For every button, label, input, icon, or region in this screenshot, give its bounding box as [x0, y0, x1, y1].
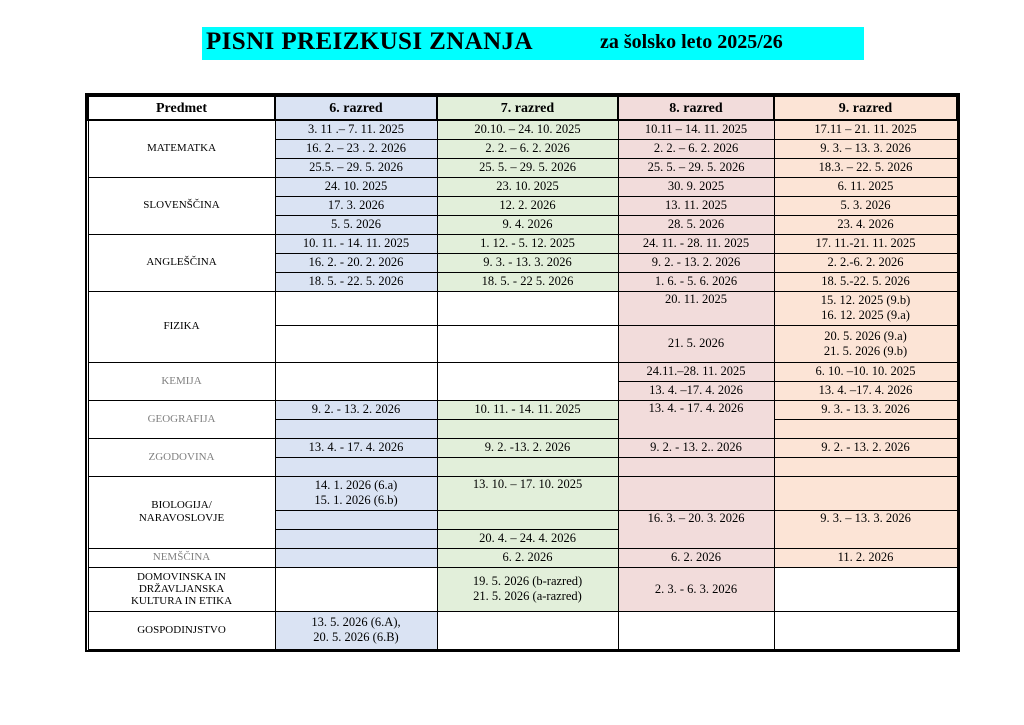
date-cell: 13. 11. 2025	[618, 196, 774, 215]
title-banner	[202, 27, 864, 60]
empty-cell	[618, 611, 774, 649]
empty-cell	[275, 419, 437, 438]
table-row	[88, 567, 957, 611]
date-cell: 9. 2. - 13. 2. 2026	[774, 438, 957, 457]
date-cell: 25.5. – 29. 5. 2026	[275, 158, 437, 177]
empty-cell	[774, 419, 957, 438]
date-cell: 25. 5. – 29. 5. 2026	[618, 158, 774, 177]
table-row	[88, 120, 957, 139]
date-cell: 23. 4. 2026	[774, 215, 957, 234]
empty-cell	[774, 567, 957, 611]
date-cell: 11. 2. 2026	[774, 548, 957, 567]
date-cell: 18. 5. - 22. 5. 2026	[275, 272, 437, 291]
empty-cell	[275, 567, 437, 611]
date-cell: 10.11 – 14. 11. 2025	[618, 120, 774, 139]
empty-cell	[437, 510, 618, 529]
date-cell: 6. 11. 2025	[774, 177, 957, 196]
header-9-razred: 9. razred	[774, 96, 957, 120]
table-row	[88, 476, 957, 510]
date-cell: 30. 9. 2025	[618, 177, 774, 196]
empty-cell	[437, 291, 618, 325]
date-cell: 13. 5. 2026 (6.A), 20. 5. 2026 (6.B)	[275, 611, 437, 649]
empty-cell	[774, 476, 957, 510]
header-7-razred: 7. razred	[437, 96, 618, 120]
table-row	[88, 234, 957, 253]
empty-cell	[437, 611, 618, 649]
subject-zgodovina: ZGODOVINA	[88, 438, 275, 476]
date-cell: 9. 3. - 13. 3. 2026	[437, 253, 618, 272]
header-8-razred: 8. razred	[618, 96, 774, 120]
subject-domovinska: DOMOVINSKA IN DRŽAVLJANSKA KULTURA IN ETIKA	[88, 567, 275, 611]
empty-cell	[437, 325, 618, 362]
date-cell: 28. 5. 2026	[618, 215, 774, 234]
date-cell: 2. 3. - 6. 3. 2026	[618, 567, 774, 611]
table-row	[88, 611, 957, 649]
date-cell: 6. 2. 2026	[618, 548, 774, 567]
empty-cell	[437, 362, 618, 400]
date-cell: 20. 11. 2025	[618, 291, 774, 325]
date-cell: 18.3. – 22. 5. 2026	[774, 158, 957, 177]
empty-cell	[275, 291, 437, 325]
subject-biologija: BIOLOGIJA/ NARAVOSLOVJE	[88, 476, 275, 548]
date-cell: 9. 2. - 13. 2.. 2026	[618, 438, 774, 457]
date-cell: 9. 2. -13. 2. 2026	[437, 438, 618, 457]
date-cell: 6. 10. –10. 10. 2025	[774, 362, 957, 381]
date-cell: 18. 5.-22. 5. 2026	[774, 272, 957, 291]
date-cell: 5. 5. 2026	[275, 215, 437, 234]
empty-cell	[437, 419, 618, 438]
date-cell: 9. 4. 2026	[437, 215, 618, 234]
date-cell: 16. 2. - 20. 2. 2026	[275, 253, 437, 272]
empty-cell	[275, 529, 437, 548]
page-subtitle: za šolsko leto 2025/26	[600, 31, 783, 53]
date-cell: 1. 12. - 5. 12. 2025	[437, 234, 618, 253]
table-row	[88, 177, 957, 196]
date-cell: 16. 2. – 23 . 2. 2026	[275, 139, 437, 158]
date-cell: 6. 2. 2026	[437, 548, 618, 567]
subject-nemscina: NEMŠČINA	[88, 548, 275, 567]
table-row	[88, 400, 957, 419]
date-cell: 9. 3. - 13. 3. 2026	[774, 400, 957, 419]
date-cell: 1. 6. - 5. 6. 2026	[618, 272, 774, 291]
date-cell: 12. 2. 2026	[437, 196, 618, 215]
empty-cell	[774, 611, 957, 649]
empty-cell	[275, 510, 437, 529]
date-cell: 17. 3. 2026	[275, 196, 437, 215]
date-cell: 23. 10. 2025	[437, 177, 618, 196]
date-cell: 25. 5. – 29. 5. 2026	[437, 158, 618, 177]
date-cell: 14. 1. 2026 (6.a) 15. 1. 2026 (6.b)	[275, 476, 437, 510]
date-cell: 24. 10. 2025	[275, 177, 437, 196]
empty-cell	[618, 476, 774, 510]
date-cell: 13. 4. –17. 4. 2026	[774, 381, 957, 400]
table-row	[88, 548, 957, 567]
date-cell: 9. 2. - 13. 2. 2026	[618, 253, 774, 272]
date-cell: 13. 4. - 17. 4. 2026	[275, 438, 437, 457]
empty-cell	[618, 457, 774, 476]
header-6-razred: 6. razred	[275, 96, 437, 120]
date-cell: 20. 5. 2026 (9.a) 21. 5. 2026 (9.b)	[774, 325, 957, 362]
date-cell: 3. 11 .– 7. 11. 2025	[275, 120, 437, 139]
empty-cell	[275, 325, 437, 362]
date-cell: 15. 12. 2025 (9.b) 16. 12. 2025 (9.a)	[774, 291, 957, 325]
subject-matematika: MATEMATKA	[88, 120, 275, 177]
header-predmet: Predmet	[88, 96, 275, 120]
table-row	[88, 438, 957, 457]
date-cell: 9. 2. - 13. 2. 2026	[275, 400, 437, 419]
date-cell: 2. 2. – 6. 2. 2026	[437, 139, 618, 158]
date-cell: 2. 2.-6. 2. 2026	[774, 253, 957, 272]
date-cell: 20.10. – 24. 10. 2025	[437, 120, 618, 139]
date-cell: 24.11.–28. 11. 2025	[618, 362, 774, 381]
date-cell: 9. 3. – 13. 3. 2026	[774, 510, 957, 548]
schedule-table	[87, 95, 958, 650]
empty-cell	[275, 362, 437, 400]
date-cell: 17.11 – 21. 11. 2025	[774, 120, 957, 139]
date-cell: 18. 5. - 22 5. 2026	[437, 272, 618, 291]
date-cell: 21. 5. 2026	[618, 325, 774, 362]
page-title: PISNI PREIZKUSI ZNANJA	[206, 28, 533, 55]
subject-kemija: KEMIJA	[88, 362, 275, 400]
date-cell: 20. 4. – 24. 4. 2026	[437, 529, 618, 548]
empty-cell	[275, 548, 437, 567]
empty-cell	[437, 457, 618, 476]
date-cell: 9. 3. – 13. 3. 2026	[774, 139, 957, 158]
empty-cell	[275, 457, 437, 476]
date-cell: 10. 11. - 14. 11. 2025	[275, 234, 437, 253]
subject-anglescina: ANGLEŠČINA	[88, 234, 275, 291]
header-row	[88, 96, 957, 120]
date-cell: 13. 4. –17. 4. 2026	[618, 381, 774, 400]
date-cell: 19. 5. 2026 (b-razred) 21. 5. 2026 (a-razred)	[437, 567, 618, 611]
table-row	[88, 291, 957, 325]
table-row	[88, 362, 957, 381]
subject-gospodinjstvo: GOSPODINJSTVO	[88, 611, 275, 649]
date-cell: 17. 11.-21. 11. 2025	[774, 234, 957, 253]
subject-fizika: FIZIKA	[88, 291, 275, 362]
date-cell: 2. 2. – 6. 2. 2026	[618, 139, 774, 158]
subject-slovenscina: SLOVENŠČINA	[88, 177, 275, 234]
date-cell: 13. 4. - 17. 4. 2026	[618, 400, 774, 438]
empty-cell	[774, 457, 957, 476]
date-cell: 5. 3. 2026	[774, 196, 957, 215]
subject-geografija: GEOGRAFIJA	[88, 400, 275, 438]
date-cell: 13. 10. – 17. 10. 2025	[437, 476, 618, 510]
date-cell: 24. 11. - 28. 11. 2025	[618, 234, 774, 253]
date-cell: 10. 11. - 14. 11. 2025	[437, 400, 618, 419]
date-cell: 16. 3. – 20. 3. 2026	[618, 510, 774, 548]
